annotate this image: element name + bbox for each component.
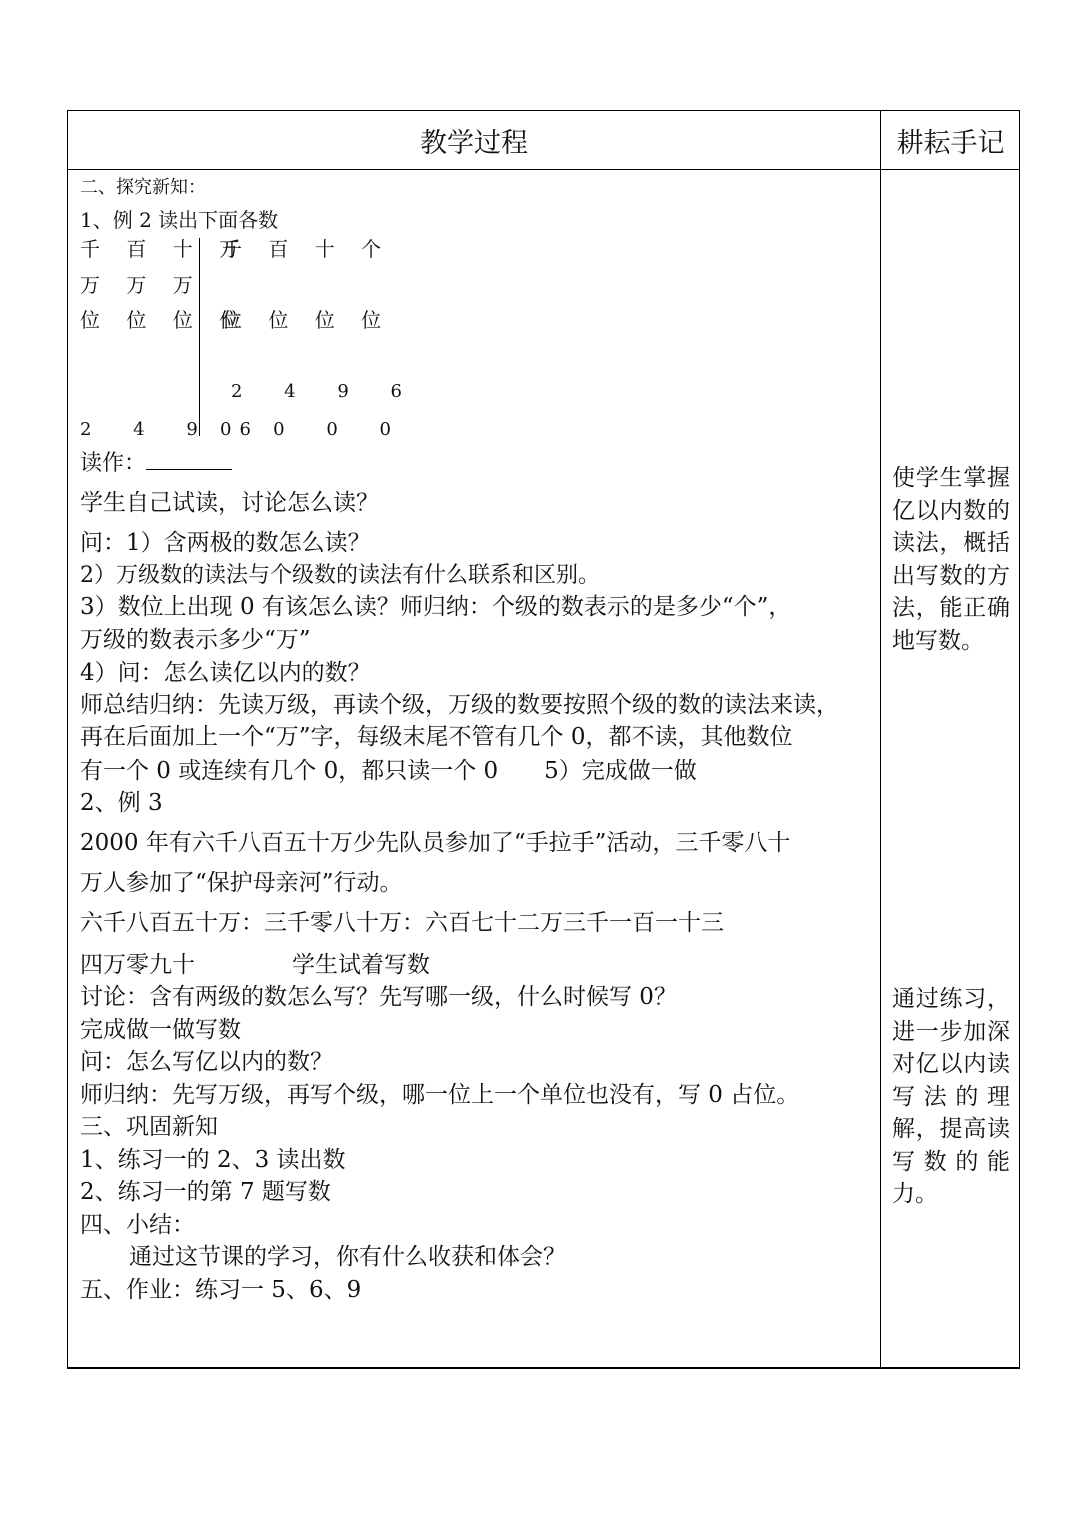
place-row1-left: 千 百 十 万 xyxy=(80,237,250,261)
text-line: 有一个 0 或连续有几个 0，都只读一个 0 5）完成做一做 xyxy=(80,758,697,784)
text-line: 学生试着写数 xyxy=(292,952,430,978)
header-teaching-notes: 耕耘手记 xyxy=(896,128,1005,159)
text-line: 再在后面加上一个“万”字，每级末尾不管有几个 0，都不读，其他数位 xyxy=(80,724,793,750)
read-as-label: 读作： xyxy=(80,451,147,476)
section-2-title: 二、探究新知： xyxy=(80,177,206,198)
side-note-2: 通过练习，进一步加深对亿以内读写法的理解，提高读写数的能力。 xyxy=(892,986,1010,1207)
text-line: 通过这节课的学习，你有什么收获和体会？ xyxy=(129,1244,566,1270)
place-row3-right: 位 位 位 位 xyxy=(222,308,392,332)
example-3-title: 2、例 3 xyxy=(80,790,163,816)
place-row1-right: 千 百 十 个 xyxy=(222,237,392,261)
header-divider xyxy=(68,169,1019,170)
number-row-2-right: 0 0 0 0 xyxy=(220,419,409,440)
text-line: 2、练习一的第 7 题写数 xyxy=(80,1179,331,1205)
section-3-title: 三、巩固新知 xyxy=(80,1114,218,1140)
text-line: 学生自己试读，讨论怎么读？ xyxy=(80,490,379,516)
text-line: 问：1）含两极的数怎么读？ xyxy=(80,530,371,556)
text-line: 万级的数表示多少“万” xyxy=(80,627,311,653)
example-2-title: 1、例 2 读出下面各数 xyxy=(80,208,279,232)
text-line: 万人参加了“保护母亲河”行动。 xyxy=(80,870,403,896)
text-line: 2000 年有六千八百五十万少先队员参加了“手拉手”活动，三千零八十 xyxy=(80,830,791,856)
text-line: 4）问：怎么读亿以内的数？ xyxy=(80,660,371,686)
number-row-1: 2 4 9 6 xyxy=(231,381,420,402)
text-line: 四万零九十 xyxy=(80,952,195,978)
text-line: 1、练习一的 2、3 读出数 xyxy=(80,1147,346,1173)
side-note-1: 使学生掌握亿以内数的读法，概括出写数的方法，能正确地写数。 xyxy=(892,465,1010,654)
text-line: 师归纳：先写万级，再写个级，哪一位上一个单位也没有，写 0 占位。 xyxy=(80,1082,800,1108)
text-line: 问：怎么写亿以内的数？ xyxy=(80,1049,333,1075)
text-line: 3）数位上出现 0 有该怎么读？师归纳：个级的数表示的是多少“个”， xyxy=(80,594,792,620)
section-4-title: 四、小结： xyxy=(80,1212,195,1238)
text-line: 完成做一做写数 xyxy=(80,1017,241,1043)
text-line: 2）万级数的读法与个级数的读法有什么联系和区别。 xyxy=(80,563,600,588)
column-divider xyxy=(880,111,881,1367)
section-5-homework: 五、作业：练习一 5、6、9 xyxy=(80,1277,362,1303)
text-line: 师总结归纳：先读万级，再读个级，万级的数要按照个级的数的读法来读， xyxy=(80,692,839,718)
place-value-divider xyxy=(199,238,200,436)
place-row2-left: 万 万 万 xyxy=(80,273,203,297)
read-as-blank xyxy=(146,447,232,470)
place-row3-left: 位 位 位 位 xyxy=(80,308,250,332)
number-row-2-left: 2 4 9 6 xyxy=(80,419,269,440)
header-teaching-process: 教学过程 xyxy=(420,128,528,159)
read-as-line xyxy=(80,447,232,479)
text-line: 六千八百五十万：三千零八十万：六百七十二万三千一百一十三 xyxy=(80,910,724,936)
text-line: 讨论：含有两级的数怎么写？先写哪一级，什么时候写 0？ xyxy=(80,984,677,1010)
